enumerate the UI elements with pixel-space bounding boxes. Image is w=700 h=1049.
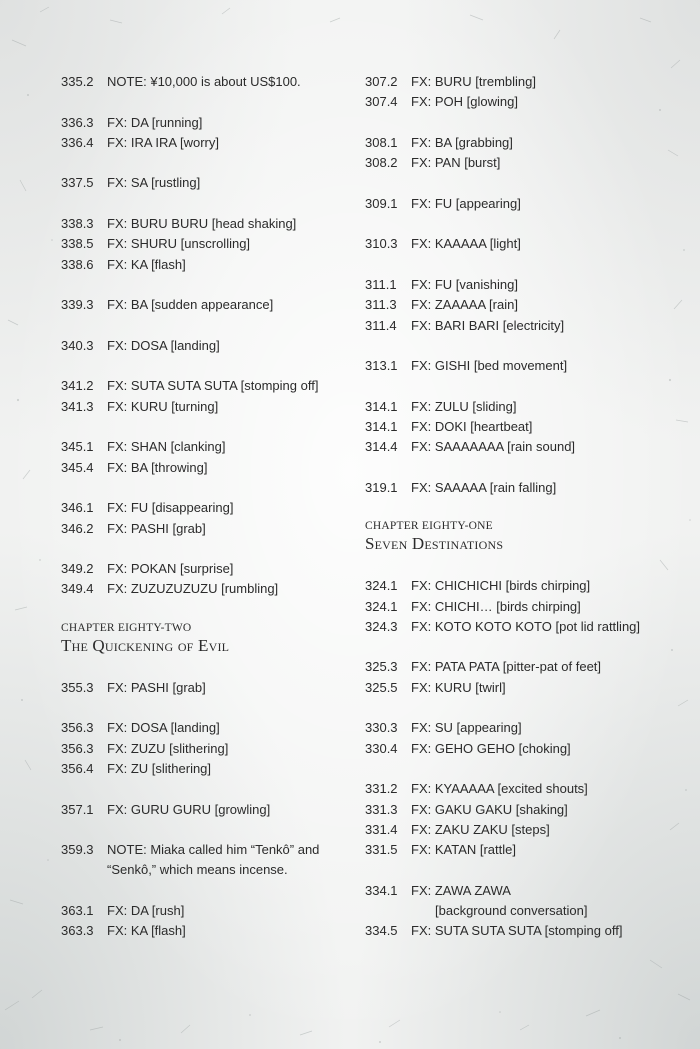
- fx-entry: [61, 458, 346, 478]
- page-panel-number: [365, 901, 411, 921]
- entry-spacer: [61, 820, 346, 840]
- entry-spacer: [61, 316, 346, 336]
- fx-entry: [365, 275, 665, 295]
- page-panel-number: 356.3: [61, 720, 94, 736]
- entry-spacer: [61, 356, 346, 376]
- entry-text: FX: BARI BARI [electricity]: [411, 317, 565, 333]
- entry-text: FX: PATA PATA [pitter-pat of feet]: [411, 659, 602, 675]
- entry-spacer: [61, 275, 346, 295]
- entry-text: FX: DOSA [landing]: [107, 337, 220, 353]
- chapter-label: CHAPTER EIGHTY-ONE: [365, 520, 493, 533]
- page-panel-number: 331.2: [365, 781, 398, 797]
- left-entries-group-2: [61, 678, 346, 942]
- entry-text: FX: DOKI [heartbeat]: [411, 419, 533, 435]
- fx-entry: [365, 678, 665, 698]
- page-panel-number: 341.3: [61, 398, 94, 414]
- entry-spacer: [365, 376, 665, 396]
- page-panel-number: 359.3: [61, 842, 94, 858]
- entry-text: FX: KYAAAAA [excited shouts]: [411, 781, 588, 797]
- entry-spacer: [365, 759, 665, 779]
- entry-text: FX: SAAAAA [rain falling]: [411, 479, 557, 495]
- entry-text: FX: GEHO GEHO [choking]: [411, 740, 571, 756]
- entry-spacer: [365, 698, 665, 718]
- entry-text: FX: KOTO KOTO KOTO [pot lid rattling]: [411, 618, 641, 634]
- fx-entry: [365, 840, 665, 860]
- entry-text: FX: GAKU GAKU [shaking]: [411, 801, 568, 817]
- page-panel-number: 346.1: [61, 500, 94, 516]
- fx-entry: [61, 336, 346, 356]
- fx-entry: [365, 72, 665, 92]
- entry-text: FX: DA [rush]: [107, 902, 185, 918]
- entry-text: FX: BA [throwing]: [107, 459, 208, 475]
- fx-entry: [365, 820, 665, 840]
- entry-text: FX: PASHI [grab]: [107, 679, 206, 695]
- page-panel-number: 335.2: [61, 74, 94, 89]
- page-panel-number: 349.2: [61, 561, 94, 577]
- page-panel-number: 330.4: [365, 740, 398, 756]
- page-panel-number: 340.3: [61, 337, 94, 353]
- fx-entry: [365, 718, 665, 738]
- fx-entry: [61, 72, 346, 92]
- entry-text: FX: BA [grabbing]: [411, 134, 513, 150]
- fx-entry: [365, 921, 665, 941]
- entry-text: FX: GURU GURU [growling]: [107, 801, 271, 817]
- page-panel-number: 349.4: [61, 581, 94, 597]
- fx-entry: [61, 739, 346, 759]
- right-entries-group-2: [365, 576, 665, 941]
- fx-entry: [365, 881, 665, 901]
- chapter-heading-eighty-two: [61, 620, 346, 656]
- entry-text: FX: SUTA SUTA SUTA [stomping off]: [107, 378, 319, 394]
- page-panel-number: 341.2: [61, 378, 94, 394]
- page-panel-number: 345.1: [61, 439, 94, 455]
- chapter-title: Seven Destinations: [365, 534, 504, 554]
- fx-entry: [61, 295, 346, 315]
- fx-entry: [61, 840, 346, 860]
- fx-entry: [61, 498, 346, 518]
- page-panel-number: 334.1: [365, 882, 398, 898]
- page-panel-number: 308.2: [365, 155, 398, 171]
- entry-text: FX: FU [disappearing]: [107, 500, 234, 516]
- page-panel-number: 325.3: [365, 659, 398, 675]
- entry-spacer: [365, 860, 665, 880]
- entry-text: FX: FU [appearing]: [411, 195, 521, 211]
- fx-entry: [365, 397, 665, 417]
- entry-text: FX: KURU [twirl]: [411, 679, 506, 695]
- page-panel-number: 363.3: [61, 923, 94, 939]
- page-panel-number: 356.4: [61, 760, 94, 776]
- fx-entry: [365, 657, 665, 677]
- page-panel-number: 331.5: [365, 842, 398, 858]
- page-panel-number: 314.1: [365, 398, 398, 414]
- fx-entry: [61, 437, 346, 457]
- fx-entry: [61, 173, 346, 193]
- fx-entry: [365, 779, 665, 799]
- page-panel-number: 330.3: [365, 720, 398, 736]
- entry-text: FX: KAAAAA [light]: [411, 236, 521, 252]
- fx-entry: [61, 133, 346, 153]
- fx-entry: [61, 579, 346, 599]
- entry-text: FX: SHURU [unscrolling]: [107, 236, 251, 252]
- page-panel-number: 319.1: [365, 479, 398, 495]
- page-panel-number: 336.3: [61, 114, 94, 130]
- fx-entry: [61, 397, 346, 417]
- entry-spacer: [61, 779, 346, 799]
- entry-spacer: [365, 336, 665, 356]
- chapter-title: The Quickening of Evil: [61, 635, 230, 655]
- entry-text: FX: BA [sudden appearance]: [107, 297, 274, 313]
- entry-text: FX: POKAN [surprise]: [107, 561, 234, 577]
- entry-text: FX: BURU [trembling]: [411, 74, 536, 89]
- fx-entry: [61, 376, 346, 396]
- fx-entry: [365, 295, 665, 315]
- entry-spacer: [61, 539, 346, 559]
- left-column: [61, 72, 346, 942]
- fx-entry: [365, 194, 665, 214]
- page-panel-number: 331.3: [365, 801, 398, 817]
- entry-spacer: [61, 153, 346, 173]
- entry-text: FX: ZUZU [slithering]: [107, 740, 229, 756]
- fx-entry: [365, 800, 665, 820]
- entry-text: FX: ZAWA ZAWA: [411, 882, 511, 898]
- page-panel-number: 334.5: [365, 923, 398, 939]
- fx-entry: [61, 718, 346, 738]
- page-panel-number: 338.5: [61, 236, 94, 252]
- entry-spacer: [61, 698, 346, 718]
- fx-entry: [61, 255, 346, 275]
- fx-entry: [61, 860, 346, 880]
- entry-text: FX: CHICHI… [birds chirping]: [411, 598, 581, 614]
- entry-text: FX: KURU [turning]: [107, 398, 219, 414]
- page-panel-number: 338.3: [61, 216, 94, 232]
- entry-text: FX: IRA IRA [worry]: [107, 134, 219, 150]
- page-panel-number: 356.3: [61, 740, 94, 756]
- entry-text: “Senkô,” which means incense.: [107, 862, 288, 878]
- page-panel-number: 314.4: [365, 439, 398, 455]
- fx-entry: [365, 316, 665, 336]
- fx-entry: [365, 576, 665, 596]
- entry-text: FX: CHICHICHI [birds chirping]: [411, 578, 591, 594]
- fx-entry: [61, 921, 346, 941]
- entry-spacer: [61, 92, 346, 112]
- page-panel-number: 355.3: [61, 679, 94, 695]
- entry-text: FX: PAN [burst]: [411, 155, 501, 171]
- page-panel-number: 336.4: [61, 134, 94, 150]
- fx-entry: [365, 437, 665, 457]
- fx-entry: [61, 678, 346, 698]
- entry-text: FX: SHAN [clanking]: [107, 439, 226, 455]
- entry-text: FX: SU [appearing]: [411, 720, 522, 736]
- fx-entry: [61, 800, 346, 820]
- page-panel-number: 310.3: [365, 236, 398, 252]
- page-panel-number: 307.4: [365, 94, 398, 110]
- fx-entry: [365, 153, 665, 173]
- fx-entry: [61, 519, 346, 539]
- page-panel-number: 337.5: [61, 175, 94, 191]
- chapter-heading-eighty-one: [365, 518, 665, 554]
- entry-text: FX: GISHI [bed movement]: [411, 358, 568, 374]
- entry-spacer: [365, 255, 665, 275]
- entry-text: NOTE: Miaka called him “Tenkô” and: [107, 842, 320, 858]
- fx-entry: [61, 901, 346, 921]
- entry-spacer: [365, 214, 665, 234]
- right-entries-group-1: [365, 72, 665, 498]
- fx-entry: [365, 739, 665, 759]
- entry-spacer: [365, 113, 665, 133]
- page-panel-number: 313.1: [365, 358, 398, 374]
- fx-entry: [365, 133, 665, 153]
- page-panel-number: 311.4: [365, 317, 397, 333]
- fx-entry: [365, 617, 665, 637]
- fx-entry: [365, 901, 665, 921]
- page-panel-number: 346.2: [61, 520, 94, 536]
- entry-text: FX: ZUZUZUZUZU [rumbling]: [107, 581, 279, 597]
- entry-text: FX: SA [rustling]: [107, 175, 201, 191]
- page-panel-number: 307.2: [365, 74, 398, 89]
- page-panel-number: 308.1: [365, 134, 398, 150]
- page-panel-number: 345.4: [61, 459, 94, 475]
- entry-spacer: [61, 478, 346, 498]
- entry-spacer: [61, 881, 346, 901]
- page-panel-number: 311.3: [365, 297, 397, 313]
- entry-text: FX: KA [flash]: [107, 923, 186, 939]
- entry-spacer: [61, 194, 346, 214]
- fx-entry: [61, 234, 346, 254]
- entry-text: FX: ZU [slithering]: [107, 760, 212, 776]
- fx-entry: [365, 356, 665, 376]
- entry-spacer: [61, 417, 346, 437]
- fx-entry: [61, 214, 346, 234]
- page-panel-number: 324.1: [365, 578, 398, 594]
- left-entries-group-1: [61, 72, 346, 600]
- entry-text: FX: BURU BURU [head shaking]: [107, 216, 297, 232]
- entry-text: FX: SAAAAAAA [rain sound]: [411, 439, 576, 455]
- page-panel-number: 324.1: [365, 598, 398, 614]
- fx-entry: [365, 234, 665, 254]
- entry-text: FX: FU [vanishing]: [411, 276, 518, 292]
- page-panel-number: 325.5: [365, 679, 398, 695]
- page-panel-number: 331.4: [365, 821, 398, 837]
- entry-text: FX: SUTA SUTA SUTA [stomping off]: [411, 923, 623, 939]
- entry-spacer: [365, 637, 665, 657]
- entry-text: FX: ZULU [sliding]: [411, 398, 517, 414]
- entry-text: FX: DOSA [landing]: [107, 720, 220, 736]
- page-panel-number: 309.1: [365, 195, 398, 211]
- entry-spacer: [365, 173, 665, 193]
- entry-spacer: [365, 458, 665, 478]
- entry-text: FX: ZAAAAA [rain]: [411, 297, 518, 313]
- entry-text: FX: POH [glowing]: [411, 94, 518, 110]
- page-panel-number: [61, 860, 107, 880]
- entry-text: FX: PASHI [grab]: [107, 520, 206, 536]
- fx-entry: [365, 478, 665, 498]
- entry-text: [background conversation]: [435, 902, 588, 918]
- chapter-label: CHAPTER EIGHTY-TWO: [61, 621, 192, 634]
- fx-entry: [365, 92, 665, 112]
- fx-entry: [365, 417, 665, 437]
- fx-entry: [61, 759, 346, 779]
- page-panel-number: 363.1: [61, 902, 94, 918]
- right-column: [365, 72, 665, 942]
- entry-text: FX: KA [flash]: [107, 256, 186, 272]
- entry-text: FX: DA [running]: [107, 114, 203, 130]
- entry-text: FX: KATAN [rattle]: [411, 842, 516, 858]
- page-panel-number: 311.1: [365, 276, 397, 292]
- page-panel-number: 338.6: [61, 256, 94, 272]
- fx-entry: [365, 597, 665, 617]
- entry-text: NOTE: ¥10,000 is about US$100.: [107, 74, 301, 89]
- fx-entry: [61, 113, 346, 133]
- page-panel-number: 324.3: [365, 618, 398, 634]
- fx-entry: [61, 559, 346, 579]
- entry-text: FX: ZAKU ZAKU [steps]: [411, 821, 550, 837]
- page-panel-number: 357.1: [61, 801, 94, 817]
- page-panel-number: 339.3: [61, 297, 94, 313]
- page-panel-number: 314.1: [365, 419, 398, 435]
